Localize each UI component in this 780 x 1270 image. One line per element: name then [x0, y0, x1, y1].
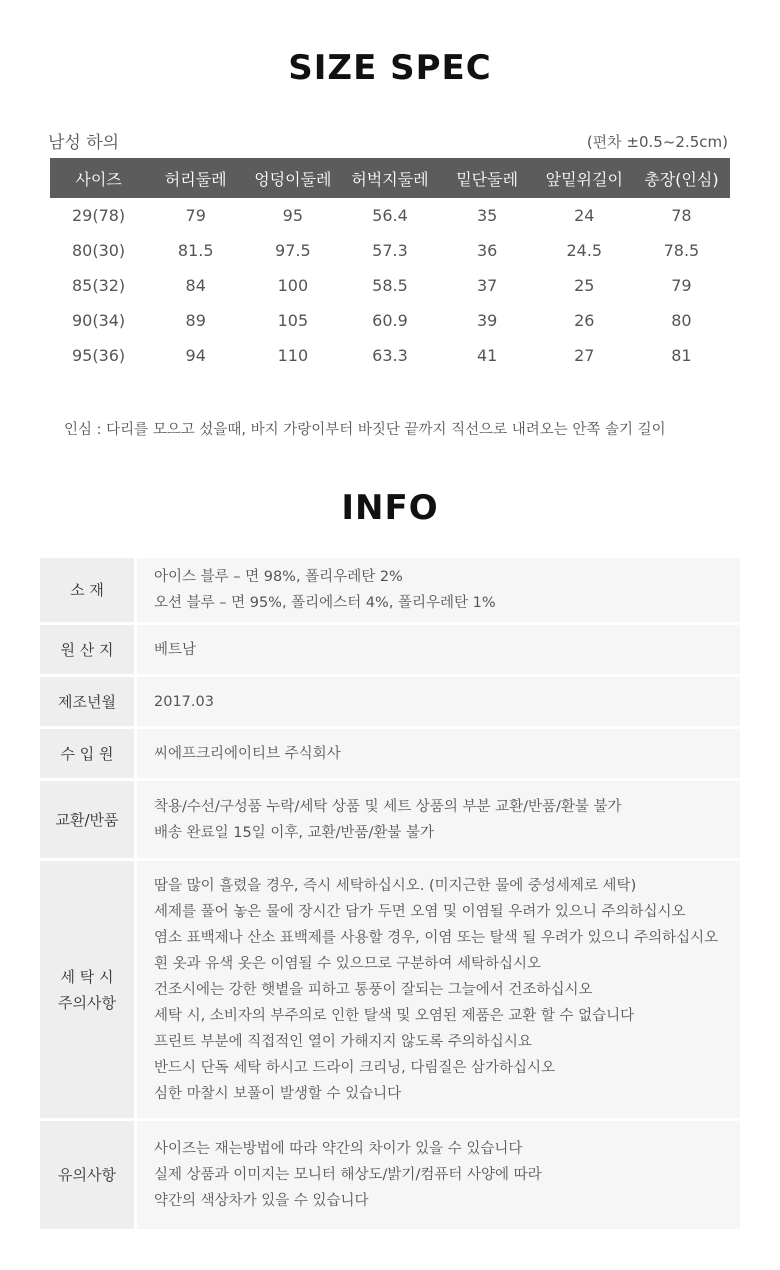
- info-label-line: 원 산 지: [60, 640, 114, 659]
- size-table-cell: 57.3: [372, 241, 408, 260]
- size-table-cell: 81.5: [177, 241, 214, 260]
- info-value-line: 흰 옷과 유색 옷은 이염될 수 있으므로 구분하여 세탁하십시오: [154, 955, 542, 972]
- size-spec-title: SIZE SPEC: [288, 48, 492, 88]
- size-table-cell: 29(78): [71, 206, 126, 225]
- info-value: [137, 729, 740, 778]
- size-table-cell: 95: [282, 206, 304, 225]
- size-table-cell: 24.5: [566, 241, 603, 260]
- info-value: [137, 861, 740, 1118]
- size-table-cell: 78: [671, 206, 692, 225]
- size-table-cell: 41: [476, 346, 498, 365]
- size-table-row: [50, 303, 730, 338]
- size-table-cell: 37: [476, 276, 498, 295]
- info-row: [40, 729, 740, 778]
- size-table-cell: 85(32): [71, 276, 126, 295]
- size-table-cell: 90(34): [71, 311, 126, 330]
- info-value-line: 땀을 많이 흘렸을 경우, 즉시 세탁하십시오. (미지근한 물에 중성세제로 세탁): [154, 877, 637, 894]
- info-value-line: 오션 블루 – 면 95%, 폴리에스터 4%, 폴리우레탄 1%: [154, 595, 496, 611]
- inseam-note: 인심 : 다리를 모으고 섰을때, 바지 가랑이부터 바짓단 끝까지 직선으로 내려오는 안쪽 솔기 길이: [64, 422, 666, 438]
- size-table-cell: 79: [185, 206, 206, 225]
- size-table-cell: 39: [476, 311, 498, 330]
- size-table-header-cell: 총장(인심): [633, 158, 730, 198]
- size-table-header-cell: 허리둘레: [147, 158, 244, 198]
- info-value: [137, 781, 740, 858]
- info-title: INFO: [341, 488, 439, 528]
- size-table-cell: 35: [476, 206, 498, 225]
- size-spec-table: [50, 158, 730, 373]
- info-value: [137, 558, 740, 622]
- info-label-line: 소 재: [70, 581, 104, 599]
- info-row: [40, 558, 740, 622]
- size-table-cell: 63.3: [372, 346, 408, 365]
- info-value: [137, 625, 740, 674]
- tolerance-note: (편차 ±0.5~2.5cm): [586, 133, 728, 151]
- size-table-cell: 80: [671, 311, 692, 330]
- info-value: [137, 1121, 740, 1229]
- size-table-cell: 60.9: [372, 311, 408, 330]
- info-label-line: 수 입 원: [60, 744, 114, 763]
- info-value-line: 약간의 색상차가 있을 수 있습니다: [154, 1193, 369, 1209]
- size-table-cell: 105: [277, 311, 309, 330]
- size-table-row: [50, 198, 730, 233]
- info-label: [40, 558, 137, 622]
- size-table-cell: 80(30): [71, 241, 126, 260]
- info-value-line: 사이즈는 재는방법에 따라 약간의 차이가 있을 수 있습니다: [154, 1141, 523, 1157]
- info-label-line: 세 탁 시: [60, 967, 114, 986]
- size-table-header-cell: 허벅지둘레: [341, 158, 438, 198]
- info-value-line: 베트남: [154, 641, 197, 658]
- size-table-cell: 36: [476, 241, 498, 260]
- size-table-cell: 79: [671, 276, 692, 295]
- size-table-header-cell: 앞밑위길이: [536, 158, 633, 198]
- size-table-cell: 94: [185, 346, 206, 365]
- size-table-header-cell: 밑단둘레: [439, 158, 536, 198]
- size-table-cell: 26: [574, 311, 595, 330]
- size-table-header-cell: 사이즈: [50, 158, 147, 198]
- info-label-line: 주의사항: [58, 993, 116, 1012]
- size-table-cell: 58.5: [372, 276, 408, 295]
- size-table-cell: 110: [277, 346, 309, 365]
- size-table-cell: 89: [185, 311, 206, 330]
- info-value: [137, 677, 740, 726]
- size-table-cell: 27: [574, 346, 595, 365]
- info-row: [40, 677, 740, 726]
- size-table-cell: 95(36): [71, 346, 126, 365]
- info-value-line: 배송 완료일 15일 이후, 교환/반품/환불 불가: [154, 824, 434, 841]
- info-value-line: 실제 상품과 이미지는 모니터 해상도/밝기/컴퓨터 사양에 따라: [154, 1167, 542, 1183]
- info-label: [40, 729, 137, 778]
- info-value-line: 세탁 시, 소비자의 부주의로 인한 탈색 및 오염된 제품은 교환 할 수 없습니다: [154, 1007, 635, 1024]
- info-value-line: 염소 표백제나 산소 표백제를 사용할 경우, 이염 또는 탈색 될 우려가 있으니 주의하십시오: [154, 929, 719, 946]
- info-label: [40, 625, 137, 674]
- size-table-header-cell: 엉덩이둘레: [244, 158, 341, 198]
- info-row: [40, 861, 740, 1118]
- size-table-cell: 24: [574, 206, 595, 225]
- size-table-row: [50, 268, 730, 303]
- size-table-header-row: [50, 158, 730, 198]
- size-table-cell: 100: [277, 276, 309, 295]
- info-value-line: 2017.03: [154, 693, 214, 710]
- info-label: [40, 677, 137, 726]
- info-label: [40, 861, 137, 1118]
- info-value-line: 심한 마찰시 보풀이 발생할 수 있습니다: [154, 1085, 402, 1102]
- info-value-line: 반드시 단독 세탁 하시고 드라이 크리닝, 다림질은 삼가하십시오: [154, 1059, 556, 1076]
- size-table-row: [50, 338, 730, 373]
- size-table-cell: 25: [574, 276, 595, 295]
- size-table-cell: 97.5: [275, 241, 311, 260]
- info-value-line: 세제를 풀어 놓은 물에 장시간 담가 두면 오염 및 이염될 우려가 있으니 주의하십시오: [154, 903, 686, 920]
- info-value-line: 프린트 부분에 직접적인 열이 가해지지 않도록 주의하십시요: [154, 1033, 532, 1050]
- info-label-line: 제조년월: [58, 692, 116, 711]
- size-table-cell: 56.4: [372, 206, 408, 225]
- info-value-line: 건조시에는 강한 햇볕을 피하고 통풍이 잘되는 그늘에서 건조하십시오: [154, 981, 593, 998]
- info-row: [40, 625, 740, 674]
- info-label: [40, 1121, 137, 1229]
- info-label-line: 교환/반품: [55, 810, 119, 829]
- info-value-line: 씨에프크리에이티브 주식회사: [154, 745, 341, 762]
- size-table-cell: 81: [671, 346, 692, 365]
- info-row: [40, 1121, 740, 1229]
- info-value-line: 아이스 블루 – 면 98%, 폴리우레탄 2%: [154, 569, 403, 585]
- info-row: [40, 781, 740, 858]
- info-label: [40, 781, 137, 858]
- info-value-line: 착용/수선/구성품 누락/세탁 상품 및 세트 상품의 부분 교환/반품/환불 불가: [154, 798, 622, 815]
- info-label-line: 유의사항: [58, 1166, 116, 1184]
- info-table: [40, 555, 740, 1232]
- table-caption: 남성 하의: [48, 133, 120, 153]
- size-table-row: [50, 233, 730, 268]
- size-table-cell: 84: [185, 276, 206, 295]
- size-table-cell: 78.5: [663, 241, 700, 260]
